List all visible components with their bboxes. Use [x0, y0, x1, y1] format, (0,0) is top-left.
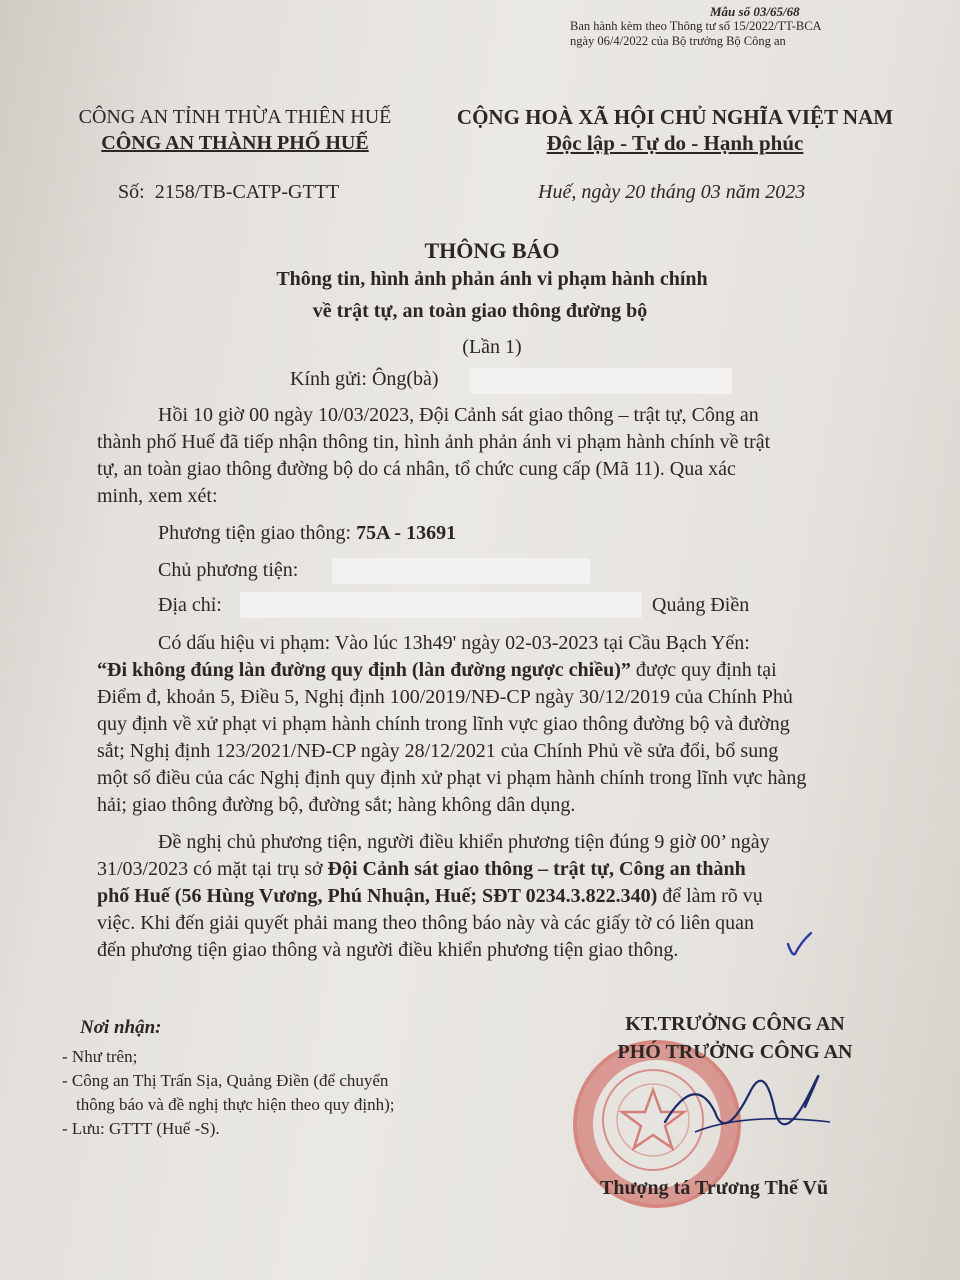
national-header — [445, 104, 905, 156]
recipients-list — [62, 1045, 394, 1141]
request-line-1: Đề nghị chủ phương tiện, người điều khiển phương tiện đúng 9 giờ 00’ ngày — [158, 831, 770, 853]
redacted-address — [240, 592, 642, 618]
place-date: Huế, ngày 20 tháng 03 năm 2023 — [538, 181, 806, 203]
address-label: Địa chỉ: — [158, 594, 222, 616]
license-plate: 75A - 13691 — [356, 522, 457, 544]
violation-line-3: Điểm đ, khoản 5, Điều 5, Nghị định 100/2019/NĐ-CP ngày 30/12/2019 của Chính Phủ — [97, 686, 793, 708]
signature-title-1: KT.TRƯỞNG CÔNG AN — [625, 1013, 845, 1035]
request-line-5: đến phương tiện giao thông và người điều khiển phương tiện giao thông. — [97, 939, 679, 961]
notice-round: (Lần 1) — [462, 336, 522, 358]
document-number: Số: 2158/TB-CATP-GTTT — [118, 181, 340, 203]
intro-line-3: tự, an toàn giao thông đường bộ do cá nhân, tổ chức cung cấp (Mã 11). Qua xác — [97, 458, 736, 480]
form-number: Mẫu số 03/65/68 — [710, 4, 800, 19]
agency-city: CÔNG AN THÀNH PHỐ HUẾ — [101, 132, 369, 154]
vehicle-line: Phương tiện giao thông: 75A - 13691 — [158, 522, 457, 544]
signature-title-2: PHÓ TRƯỞNG CÔNG AN — [617, 1041, 853, 1063]
agency-header — [40, 104, 430, 156]
recipient-item: - Công an Thị Trấn Sịa, Quảng Điền (để chuyển — [62, 1071, 389, 1090]
notice-title: THÔNG BÁO — [424, 238, 560, 263]
owner-label: Chủ phương tiện: — [158, 559, 299, 581]
violation-line-7: hải; giao thông đường bộ, đường sắt; hàng không dân dụng. — [97, 794, 576, 816]
redacted-owner — [332, 558, 590, 584]
notice-subtitle-2: về trật tự, an toàn giao thông đường bộ — [312, 300, 648, 322]
form-issued-with: Ban hành kèm theo Thông tư số 15/2022/TT-BCA — [570, 19, 822, 33]
request-line-2: 31/03/2023 có mặt tại trụ sở Đội Cảnh sát giao thông – trật tự, Công an thành — [97, 858, 746, 880]
signer-name: Thượng tá Trương Thế Vũ — [600, 1177, 829, 1199]
intro-line-2: thành phố Huế đã tiếp nhận thông tin, hình ảnh phản ánh vi phạm hành chính về trật — [97, 431, 771, 453]
request-line-3: phố Huế (56 Hùng Vương, Phú Nhuận, Huế; SĐT 0234.3.822.340) để làm rõ vụ — [97, 885, 763, 907]
agency-province: CÔNG AN TỈNH THỪA THIÊN HUẾ — [78, 106, 392, 128]
request-line-4: việc. Khi đến giải quyết phải mang theo thông báo này và các giấy tờ có liên quan — [97, 912, 755, 934]
recipients-title: Nơi nhận: — [80, 1017, 162, 1038]
address-tail: Quảng Điền — [652, 594, 750, 616]
recipient-item: - Như trên; — [62, 1047, 138, 1066]
recipient-item: thông báo và đề nghị thực hiện theo quy định); — [76, 1095, 395, 1114]
violation-line-1: Có dấu hiệu vi phạm: Vào lúc 13h49' ngày 02-03-2023 tại Cầu Bạch Yến: — [158, 632, 750, 654]
form-number-block — [570, 4, 880, 49]
redacted-recipient — [470, 368, 732, 394]
violation-line-2: “Đi không đúng làn đường quy định (làn đường ngược chiều)” được quy định tại — [97, 659, 777, 681]
violation-line-6: một số điều của các Nghị định quy định xử phạt vi phạm hành chính trong lĩnh vực hàng — [97, 767, 807, 789]
recipient-item: - Lưu: GTTT (Huế -S). — [62, 1119, 220, 1138]
handwritten-signature — [655, 1052, 845, 1162]
violation-line-5: sắt; Nghị định 123/2021/NĐ-CP ngày 28/12/2021 của Chính Phủ về sửa đổi, bổ sung — [97, 740, 779, 762]
form-issued-date: ngày 06/4/2022 của Bộ trưởng Bộ Công an — [570, 34, 786, 48]
national-motto: Độc lập - Tự do - Hạnh phúc — [546, 131, 804, 155]
intro-line-4: minh, xem xét: — [97, 485, 218, 507]
notice-subtitle-1: Thông tin, hình ảnh phản ánh vi phạm hành chính — [276, 268, 708, 290]
recipient-label: Kính gửi: Ông(bà) — [290, 368, 439, 390]
violation-description: “Đi không đúng làn đường quy định (làn đường ngược chiều)” — [97, 659, 631, 681]
handwritten-check-mark — [785, 930, 815, 960]
violation-line-4: quy định về xử phạt vi phạm hành chính trong lĩnh vực giao thông đường bộ và đường — [97, 713, 790, 735]
national-title: CỘNG HOÀ XÃ HỘI CHỦ NGHĨA VIỆT NAM — [456, 105, 894, 129]
intro-line-1: Hồi 10 giờ 00 ngày 10/03/2023, Đội Cảnh sát giao thông – trật tự, Công an — [158, 404, 759, 426]
